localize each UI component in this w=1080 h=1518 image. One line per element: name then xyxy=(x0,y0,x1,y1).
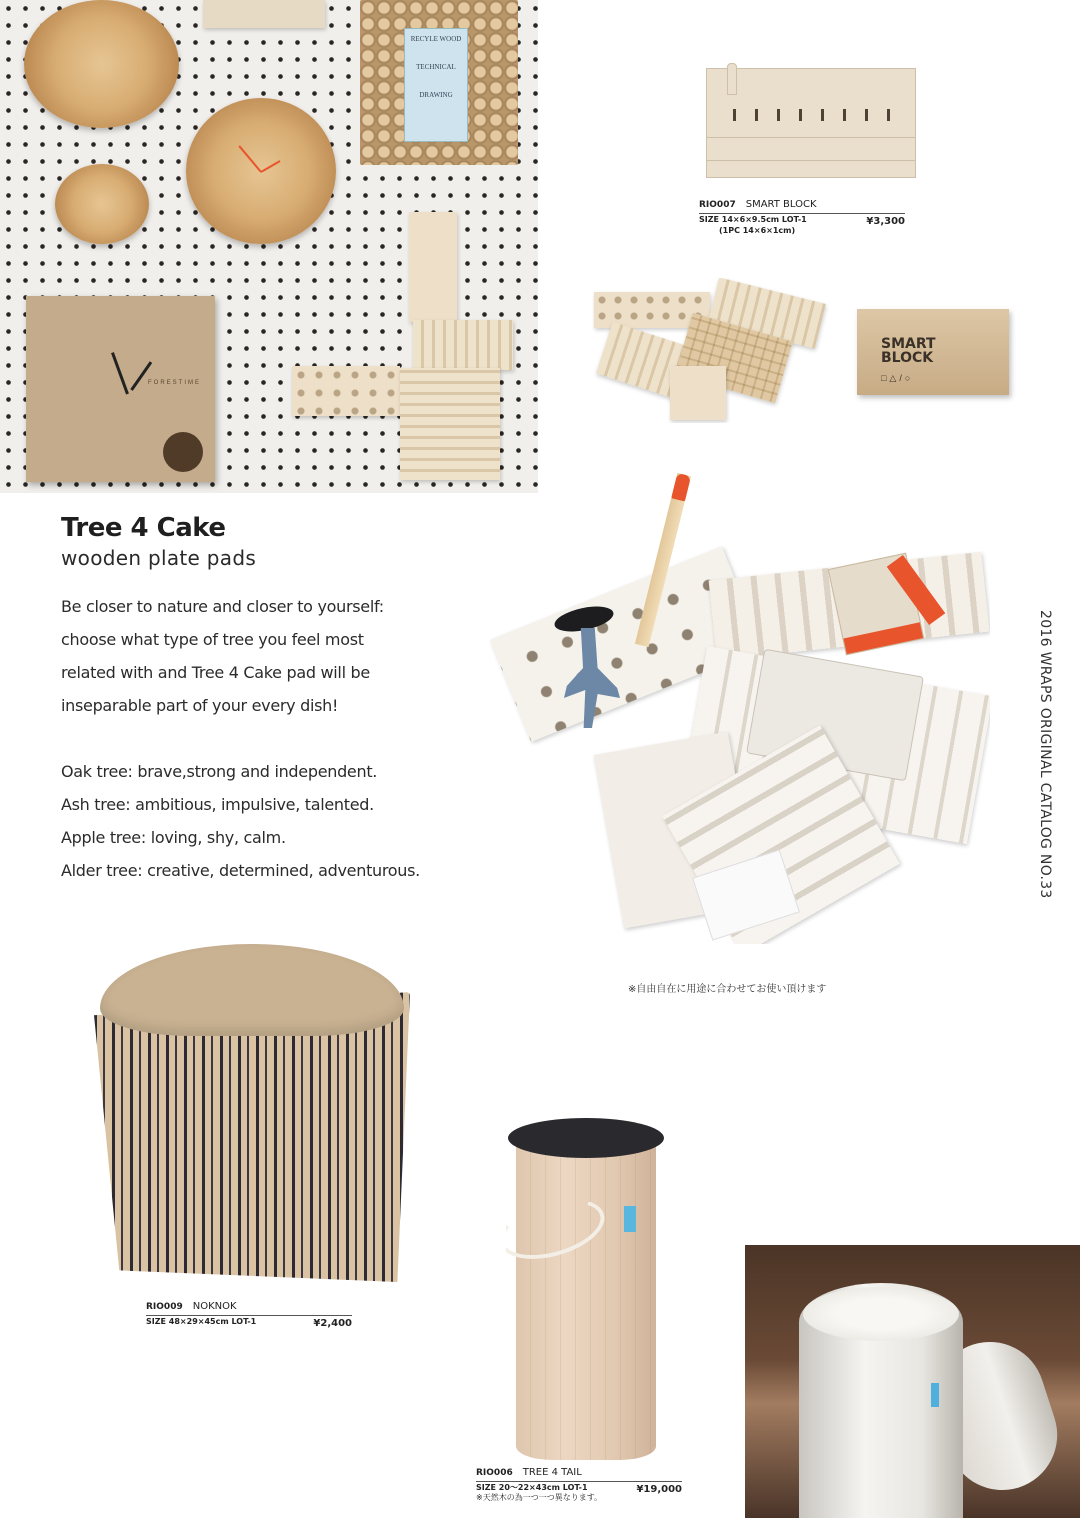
feature-line-2: choose what type of tree you feel most xyxy=(61,630,364,649)
wood-box-top xyxy=(203,0,325,28)
product-name: SMART BLOCK xyxy=(745,199,817,210)
white-stump-photo xyxy=(745,1245,1080,1518)
smart-block-scatter-photo xyxy=(592,278,832,423)
product-code: RIO009 xyxy=(146,1302,183,1312)
product-price: ¥2,400 xyxy=(313,1318,352,1329)
product-note: ※天然木の為一つ一つ異なります。 xyxy=(476,1493,603,1502)
product-size-note: (1PC 14×6×1cm) xyxy=(719,226,796,235)
feature-line-3: related with and Tree 4 Cake pad will be xyxy=(61,663,370,682)
product-name: NOKNOK xyxy=(192,1301,237,1312)
clock-box xyxy=(26,296,215,482)
smart-block-photo xyxy=(698,58,918,180)
frame-card-line-1: RECYLE WOOD xyxy=(410,35,462,43)
smart-block-package-photo xyxy=(857,309,1009,395)
tree-ash: Ash tree: ambitious, impulsive, talented. xyxy=(61,795,374,814)
product-size: SIZE 20～22×43cm LOT-1 xyxy=(476,1483,588,1492)
tree-alder: Alder tree: creative, determined, adventurous. xyxy=(61,861,420,880)
usage-note: ※自由自在に用途に合わせてお使い頂けます xyxy=(628,984,827,995)
catalog-side-label-text: 2016 WRAPS ORIGINAL CATALOG NO.33 xyxy=(1037,610,1053,899)
wood-plate-vertical xyxy=(409,212,457,322)
feature-line-4: inseparable part of your every dish! xyxy=(61,696,339,715)
tree-apple: Apple tree: loving, shy, calm. xyxy=(61,828,286,847)
tree-oak: Oak tree: brave,strong and independent. xyxy=(61,762,378,781)
product-info-rio006 xyxy=(476,1460,682,1503)
product-price: ¥19,000 xyxy=(636,1484,682,1495)
noknok-stool-photo xyxy=(90,944,412,1282)
feature-title: Tree 4 Cake xyxy=(61,513,226,543)
product-code: RIO007 xyxy=(699,200,736,210)
wood-slice-large xyxy=(24,0,179,128)
product-price: ¥3,300 xyxy=(866,216,905,227)
wood-peg-plate xyxy=(292,366,400,416)
product-code: RIO006 xyxy=(476,1468,513,1478)
stacked-plates-photo xyxy=(480,470,990,944)
wood-slice-clock xyxy=(186,98,336,244)
tree-4-tail-photo xyxy=(506,1118,666,1464)
pegboard-photo xyxy=(0,0,538,493)
feature-line-1: Be closer to nature and closer to yourself: xyxy=(61,597,384,616)
wood-ribbed-plate xyxy=(413,320,513,370)
frame-card-line-3: DRAWING xyxy=(419,91,453,99)
product-info-rio007 xyxy=(699,192,905,236)
wood-grid-plate xyxy=(400,368,500,480)
product-name: TREE 4 TAIL xyxy=(522,1467,582,1478)
package-label-line2: BLOCK xyxy=(881,350,934,366)
package-shapes: □△/○ xyxy=(881,373,914,383)
wood-slice-small xyxy=(55,164,149,244)
frame-card-line-2: TECHNICAL xyxy=(416,63,456,71)
product-size: SIZE 48×29×45cm LOT-1 xyxy=(146,1317,257,1326)
product-size: SIZE 14×6×9.5cm LOT-1 xyxy=(699,215,807,224)
product-info-rio009 xyxy=(146,1294,352,1327)
clock-box-brand: FORESTIME xyxy=(148,380,202,386)
frame-card xyxy=(404,28,468,142)
feature-subtitle: wooden plate pads xyxy=(61,546,257,570)
package-label-line1: SMART xyxy=(881,336,936,352)
catalog-side-label xyxy=(1037,610,1057,910)
